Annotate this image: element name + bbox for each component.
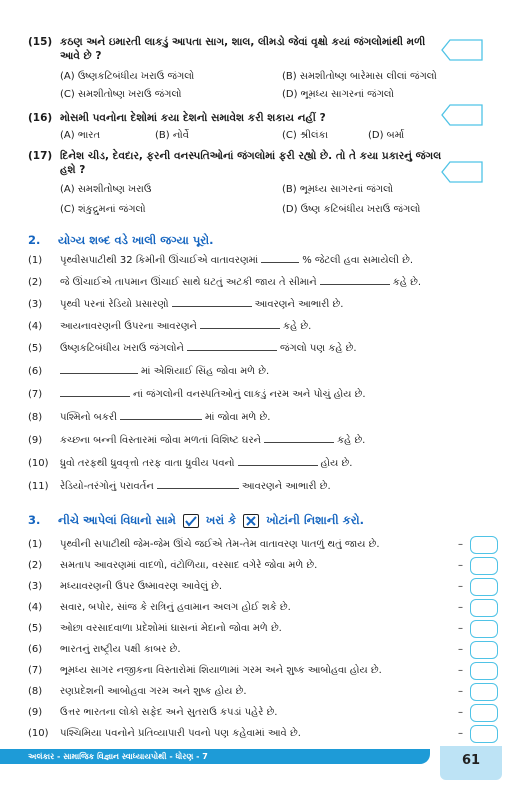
item-number: (6): [28, 366, 43, 377]
answer-tag-icon[interactable]: [440, 103, 484, 127]
true-false-row: [28, 725, 468, 743]
section-heading: યોગ્ય શબ્દ વડે ખાલી જગ્યા પૂરો.: [58, 233, 214, 247]
true-false-row: [28, 557, 468, 575]
section-number: 3.: [28, 513, 41, 527]
fill-blank-row: [28, 274, 498, 292]
fill-blank-row: [28, 318, 498, 336]
answer-box[interactable]: [470, 704, 498, 722]
statement-text: મધ્યાવરણની ઉપર ઉષ્માવરણ આવેલું છે.: [60, 581, 223, 592]
answer-box[interactable]: [470, 641, 498, 659]
statement-text: ભારતનું રાષ્ટ્રીય પક્ષી કાબર છે.: [60, 644, 181, 655]
blank-field[interactable]: [60, 387, 130, 397]
item-text-before: કચ્છના બન્ની વિસ્તારમાં જોવા મળતાં વિશિષ્ટ ઘરને: [60, 435, 262, 446]
section-2-title: [28, 233, 213, 248]
fill-blank-row: [28, 409, 498, 427]
true-false-row: [28, 683, 468, 701]
true-false-row: [28, 536, 468, 554]
answer-box[interactable]: [470, 683, 498, 701]
blank-field[interactable]: [200, 319, 280, 329]
item-text-after: કહે છે.: [283, 321, 312, 332]
fill-blank-row: [28, 252, 498, 270]
check-box-icon: [183, 514, 199, 528]
blank-field[interactable]: [264, 433, 334, 443]
true-false-row: [28, 704, 468, 722]
item-text-after: નાં જંગલોની વનસ્પતિઓનું લાકડું નરમ અને પોચું હોય છે.: [133, 389, 366, 400]
mcq-question: [28, 35, 448, 63]
question-text: દિનેશ ચીડ, દેવદાર, ફરની વનસ્પતિઓનાં જંગલોમાં ફરી રહ્યો છે. તો તે કયા પ્રકારનું જંગલ હશે ?: [60, 150, 442, 176]
item-number: (9): [28, 435, 43, 446]
item-number: (5): [28, 623, 43, 634]
option-c[interactable]: (C) સમશીતોષ્ણ ખરાઉ જંગલો: [60, 89, 182, 100]
question-text: કઠણ અને ઇમારતી લાકડું આપતા સાગ, શાલ, લીમડો જેવાં વૃક્ષો કયાં જંગલોમાંથી મળી આવે છે ?: [60, 36, 426, 62]
item-text-after: કહે છે.: [337, 435, 366, 446]
blank-field[interactable]: [172, 297, 252, 307]
item-number: (6): [28, 644, 43, 655]
item-text-before: પૃથ્વીસપાટીથી 32 કિમીની ઊંચાઈએ વાતાવરણમાં: [60, 255, 259, 266]
option-d[interactable]: (D) ભૂમધ્ય સાગરનાં જંગલો: [282, 89, 394, 100]
option-a[interactable]: (A) ભારત: [60, 130, 101, 141]
dash-separator: –: [458, 707, 463, 718]
statement-text: ઓછા વરસાદવાળા પ્રદેશોમાં ઘાસનાં મેદાનો જોવા મળે છે.: [60, 623, 282, 634]
blank-field[interactable]: [120, 410, 202, 420]
dash-separator: –: [458, 581, 463, 592]
dash-separator: –: [458, 644, 463, 655]
item-number: (4): [28, 321, 43, 332]
item-number: (1): [28, 539, 43, 550]
item-number: (10): [28, 458, 49, 469]
item-text-after: % જેટલી હવા સમાયેલી છે.: [302, 255, 414, 266]
item-number: (4): [28, 602, 43, 613]
item-text-before: ઉષ્ણકટિબંધીય ખરાઉ જંગલોને: [60, 343, 184, 354]
true-false-row: [28, 662, 468, 680]
question-number: (15): [28, 36, 53, 48]
item-number: (7): [28, 665, 43, 676]
item-text-before: આયનાવરણની ઉપરના આવરણને: [60, 321, 198, 332]
item-number: (9): [28, 707, 43, 718]
true-false-row: [28, 599, 468, 617]
item-text-after: માં એશિયાઈ સિંહ જોવા મળે છે.: [141, 366, 270, 377]
item-text-before: પશ્મિનો બકરી: [60, 412, 117, 423]
fill-blank-row: [28, 296, 498, 314]
item-text-before: પૃથ્વી પરનાં રેડિયો પ્રસારણો: [60, 299, 169, 310]
statement-text: સવાર, બપોર, સાંજ કે રાત્રિનું હવામાન અલગ હોઈ શકે છે.: [60, 602, 291, 613]
blank-field[interactable]: [261, 253, 299, 263]
true-false-row: [28, 620, 468, 638]
blank-field[interactable]: [60, 364, 138, 374]
item-number: (2): [28, 560, 43, 571]
question-number: (16): [28, 112, 53, 124]
dash-separator: –: [458, 623, 463, 634]
item-number: (3): [28, 581, 43, 592]
mcq-question: [28, 149, 448, 177]
blank-field[interactable]: [187, 341, 277, 351]
statement-text: ભૂમધ્ય સાગર નજીકના વિસ્તારોમાં શિયાળામાં ગરમ અને શુષ્ક આબોહવા હોય છે.: [60, 665, 382, 676]
answer-box[interactable]: [470, 620, 498, 638]
mcq-question: [28, 111, 448, 125]
true-false-row: [28, 641, 468, 659]
statement-text: પૃથ્વીની સપાટીથી જેમ-જેમ ઊંચે જઈએ તેમ-તેમ વાતાવરણ પાતળું થતું જાય છે.: [60, 539, 380, 550]
option-c[interactable]: (C) શ્રીલંકા: [282, 130, 329, 141]
option-b[interactable]: (B) સમશીતોષ્ણ બારેમાસ લીલાં જંગલો: [282, 71, 437, 82]
item-number: (7): [28, 389, 43, 400]
option-a[interactable]: (A) સમશીતોષ્ણ ખરાઉ: [60, 184, 152, 195]
option-b[interactable]: (B) નોર્વે: [155, 130, 190, 141]
section-3-title: [28, 513, 364, 528]
blank-field[interactable]: [320, 275, 390, 285]
answer-tag-icon[interactable]: [440, 38, 484, 62]
option-a[interactable]: (A) ઉષ્ણકટિબંધીય ખરાઉ જંગલો: [60, 71, 195, 82]
answer-box[interactable]: [470, 599, 498, 617]
cross-box-icon: [243, 514, 259, 528]
item-text-before: ધ્રુવો તરફથી ધ્રુવવૃત્તો તરફ વાતા ધ્રુવીય પવનો: [60, 458, 235, 469]
item-text-before: જે ઊંચાઈએ તાપમાન ઊંચાઈ સાથે ઘટતું અટકી જાય તે સીમાને: [60, 277, 317, 288]
item-number: (8): [28, 686, 43, 697]
item-number: (3): [28, 299, 43, 310]
dash-separator: –: [458, 686, 463, 697]
item-number: (8): [28, 412, 43, 423]
section-heading-post: ખોટાંની નિશાની કરો.: [266, 513, 364, 527]
answer-tag-icon[interactable]: [440, 160, 484, 184]
dash-separator: –: [458, 602, 463, 613]
answer-box[interactable]: [470, 662, 498, 680]
item-text-after: માં જોવા મળે છે.: [204, 412, 271, 423]
fill-blank-row: [28, 478, 498, 496]
section-heading-pre: નીચે આપેલાં વિધાનો સામે: [58, 513, 176, 527]
statement-text: ઉત્તર ભારતના લોકો સફેદ અને સુતરાઉ કપડાં પહેરે છે.: [60, 707, 278, 718]
item-number: (1): [28, 255, 43, 266]
question-text: મોસમી પવનોના દેશોમાં કયા દેશનો સમાવેશ કરી શકાય નહીં ?: [60, 112, 326, 124]
answer-box[interactable]: [470, 536, 498, 554]
question-number: (17): [28, 150, 53, 162]
option-d[interactable]: (D) બર્મા: [368, 130, 405, 141]
item-text-after: આવરણને આભારી છે.: [241, 481, 331, 492]
fill-blank-row: [28, 340, 498, 358]
page-number: 61: [461, 753, 481, 768]
statement-text: પશ્ચિમિયા પવનોને પ્રતિવ્યાપારી પવનો પણ કહેવામાં આવે છે.: [60, 728, 301, 739]
item-number: (5): [28, 343, 43, 354]
dash-separator: –: [458, 539, 463, 550]
fill-blank-row: [28, 363, 498, 381]
page-footer: [0, 749, 530, 795]
item-text-after: હોય છે.: [320, 458, 353, 469]
item-number: (2): [28, 277, 43, 288]
blank-field[interactable]: [238, 456, 318, 466]
item-text-after: જંગલો પણ કહે છે.: [279, 343, 357, 354]
option-b[interactable]: (B) ભૂમધ્ય સાગરનાં જંગલો: [282, 184, 394, 195]
true-false-row: [28, 578, 468, 596]
item-text-after: કહે છે.: [392, 277, 422, 288]
footer-title: અલંકાર - સામાજિક વિજ્ઞાન સ્વાધ્યાયપોથી - ધોરણ - 7: [28, 752, 208, 761]
blank-field[interactable]: [157, 479, 239, 489]
dash-separator: –: [458, 728, 463, 739]
item-text-after: આવરણને આભારી છે.: [254, 299, 344, 310]
section-number: 2.: [28, 233, 41, 247]
answer-box[interactable]: [470, 578, 498, 596]
statement-text: રણપ્રદેશની આબોહવા ગરમ અને શુષ્ક હોય છે.: [60, 686, 247, 697]
answer-box[interactable]: [470, 557, 498, 575]
item-number: (10): [28, 728, 49, 739]
option-d[interactable]: (D) ઉષ્ણ કટિબંધીય ખરાઉ જંગલો: [282, 204, 421, 215]
dash-separator: –: [458, 560, 463, 571]
item-text-before: રેડિયો-તરંગોનું પરાવર્તન: [60, 481, 154, 492]
fill-blank-row: [28, 432, 498, 450]
statement-text: સમતાપ આવરણમાં વાદળો, વંટોળિયા, વરસાદ વગેરે જોવા મળે છે.: [60, 560, 318, 571]
fill-blank-row: [28, 455, 498, 473]
section-heading-mid: ખરાં કે: [205, 513, 237, 527]
fill-blank-row: [28, 386, 498, 404]
option-c[interactable]: (C) શંકુદ્રુમનાં જંગલો: [60, 204, 146, 215]
answer-box[interactable]: [470, 725, 498, 743]
item-number: (11): [28, 481, 49, 492]
dash-separator: –: [458, 665, 463, 676]
